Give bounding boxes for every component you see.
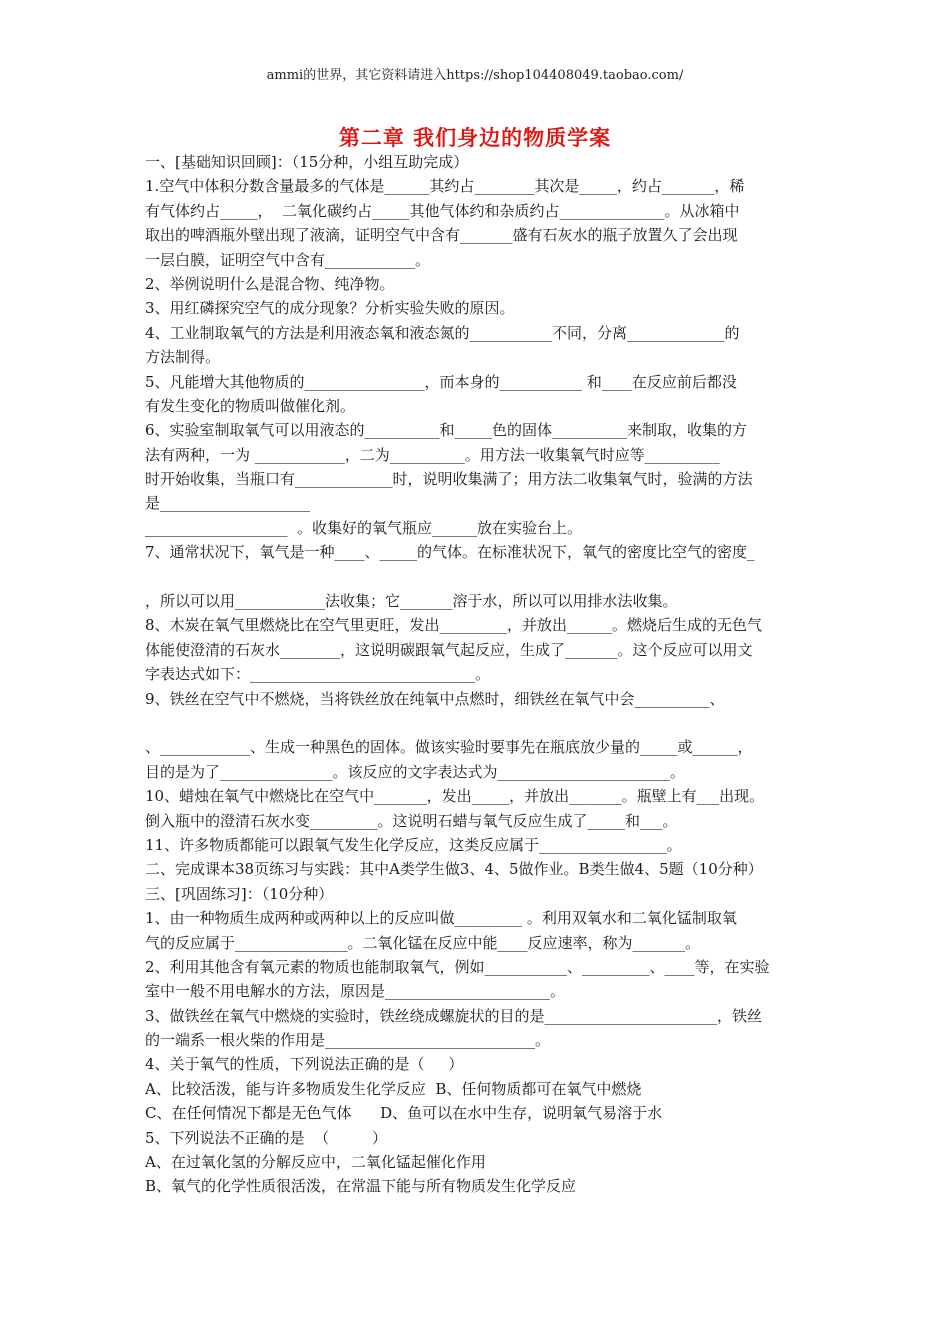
text-line: 取出的啤酒瓶外壁出现了液滴，证明空气中含有_______盛有石灰水的瓶子放置久了会出现 bbox=[145, 226, 738, 245]
text-line: ___________________ 。收集好的氧气瓶应______放在实验台上。 bbox=[145, 518, 583, 537]
question-line: 5、下列说法不正确的是 （ ） bbox=[145, 1128, 387, 1147]
text-line: 体能使澄清的石灰水________，这说明碳跟氧气起反应，生成了_______。这个反应可以用文 bbox=[145, 640, 753, 659]
text-line: 1、由一种物质生成两种或两种以上的反应叫做_________ 。利用双氧水和二氧化锰制取氧 bbox=[145, 909, 737, 928]
text-line: 2、利用其他含有氧元素的物质也能制取氧气，例如___________、_________、____等，在实验 bbox=[145, 957, 770, 976]
text-line: 、____________、生成一种黑色的固体。做该实验时要事先在瓶底放少量的_____或______， bbox=[145, 738, 753, 757]
text-line: ，所以可以用____________法收集；它_______溶于水，所以可以用排水法收集。 bbox=[145, 592, 678, 611]
text-line: 的一端系一根火柴的作用是____________________________。 bbox=[145, 1031, 551, 1050]
text-line: 有气体约占_____， 二氧化碳约占_____其他气体约和杂质约占______________。从冰箱中 bbox=[145, 201, 740, 220]
text-line: 时开始收集，当瓶口有_____________时，说明收集满了；用方法二收集氧气时，验满的方法 bbox=[145, 470, 753, 489]
text-line: 目的是为了_______________。该反应的文字表达式为_______________________。 bbox=[145, 762, 686, 781]
text-line: 3、用红磷探究空气的成分现象？分析实验失败的原因。 bbox=[145, 299, 515, 318]
text-line: 11、许多物质都能可以跟氧气发生化学反应，这类反应属于_________________。 bbox=[145, 835, 682, 854]
text-line: 是____________________ bbox=[145, 494, 311, 513]
text-line: 3、做铁丝在氧气中燃烧的实验时，铁丝绕成螺旋状的目的是_______________________，铁丝 bbox=[145, 1006, 763, 1025]
page-title: 第二章 我们身边的物质学案 bbox=[338, 126, 612, 150]
option-line: B、氧气的化学性质很活泼，在常温下能与所有物质发生化学反应 bbox=[145, 1177, 577, 1196]
text-line: 室中一般不用电解水的方法，原因是______________________。 bbox=[145, 982, 566, 1001]
text-line: 6、实验室制取氧气可以用液态的__________和_____色的固体__________来制取，收集的方 bbox=[145, 421, 748, 440]
text-line: 法有两种，一为 ____________，二为__________。用方法一收集氧气时应等__________ bbox=[145, 445, 720, 464]
text-line: 4、工业制取氧气的方法是利用液态氧和液态氮的___________不同，分离_____________的 bbox=[145, 323, 740, 342]
option-line: A、比较活泼，能与许多物质发生化学反应 B、任何物质都可在氧气中燃烧 bbox=[145, 1079, 642, 1098]
section-heading: 三、[巩固练习]：（10分种） bbox=[145, 884, 334, 903]
text-line: 7、通常状况下，氧气是一种____、_____的气体。在标准状况下，氧气的密度比空气的密度_ bbox=[145, 543, 755, 562]
text-line: 气的反应属于_______________。二氧化锰在反应中能____反应速率，称为_______。 bbox=[145, 933, 701, 952]
question-line: 4、关于氧气的性质，下列说法正确的是（ ） bbox=[145, 1055, 464, 1074]
text-line: 有发生变化的物质叫做催化剂。 bbox=[145, 396, 356, 415]
text-line: 8、木炭在氧气里燃烧比在空气里更旺，发出_________，并放出______。燃烧后生成的无色气 bbox=[145, 616, 763, 635]
blank-line bbox=[145, 565, 810, 589]
blank-line bbox=[145, 711, 810, 735]
page-header: ammi的世界，其它资料请进入https://shop104408049.taobao.com/ bbox=[266, 68, 684, 83]
text-line: 10、蜡烛在氧气中燃烧比在空气中_______，发出_____，并放出_______。瓶壁上有___出现。 bbox=[145, 787, 765, 806]
text-line: 1.空气中体积分数含量最多的气体是______其约占________其次是_____，约占_______，稀 bbox=[145, 177, 745, 196]
worksheet-body bbox=[145, 150, 810, 1199]
text-line: 倒入瓶中的澄清石灰水变_________。这说明石蜡与氧气反应生成了_____和___。 bbox=[145, 811, 678, 830]
option-line: A、在过氧化氢的分解反应中，二氧化锰起催化作用 bbox=[145, 1153, 486, 1172]
text-line: 5、凡能增大其他物质的________________，而本身的___________ 和____在反应前后都没 bbox=[145, 372, 737, 391]
section-heading: 二、完成课本38页练习与实践：其中A类学生做3、4、5做作业。B类生做4、5题（10分种） bbox=[145, 860, 763, 879]
text-line: 一、[基础知识回顾]：（15分种，小组互助完成） bbox=[145, 153, 469, 171]
text-line: 方法制得。 bbox=[145, 348, 221, 367]
text-line: 一层白膜，证明空气中含有____________。 bbox=[145, 250, 431, 269]
text-line: 9、铁丝在空气中不燃烧，当将铁丝放在纯氧中点燃时，细铁丝在氧气中会__________、 bbox=[145, 689, 725, 708]
option-line: C、在任何情况下都是无色气体 D、鱼可以在水中生存，说明氧气易溶于水 bbox=[145, 1104, 663, 1123]
text-line: 字表达式如下：______________________________。 bbox=[145, 665, 491, 684]
text-line: 2、举例说明什么是混合物、纯净物。 bbox=[145, 274, 395, 293]
